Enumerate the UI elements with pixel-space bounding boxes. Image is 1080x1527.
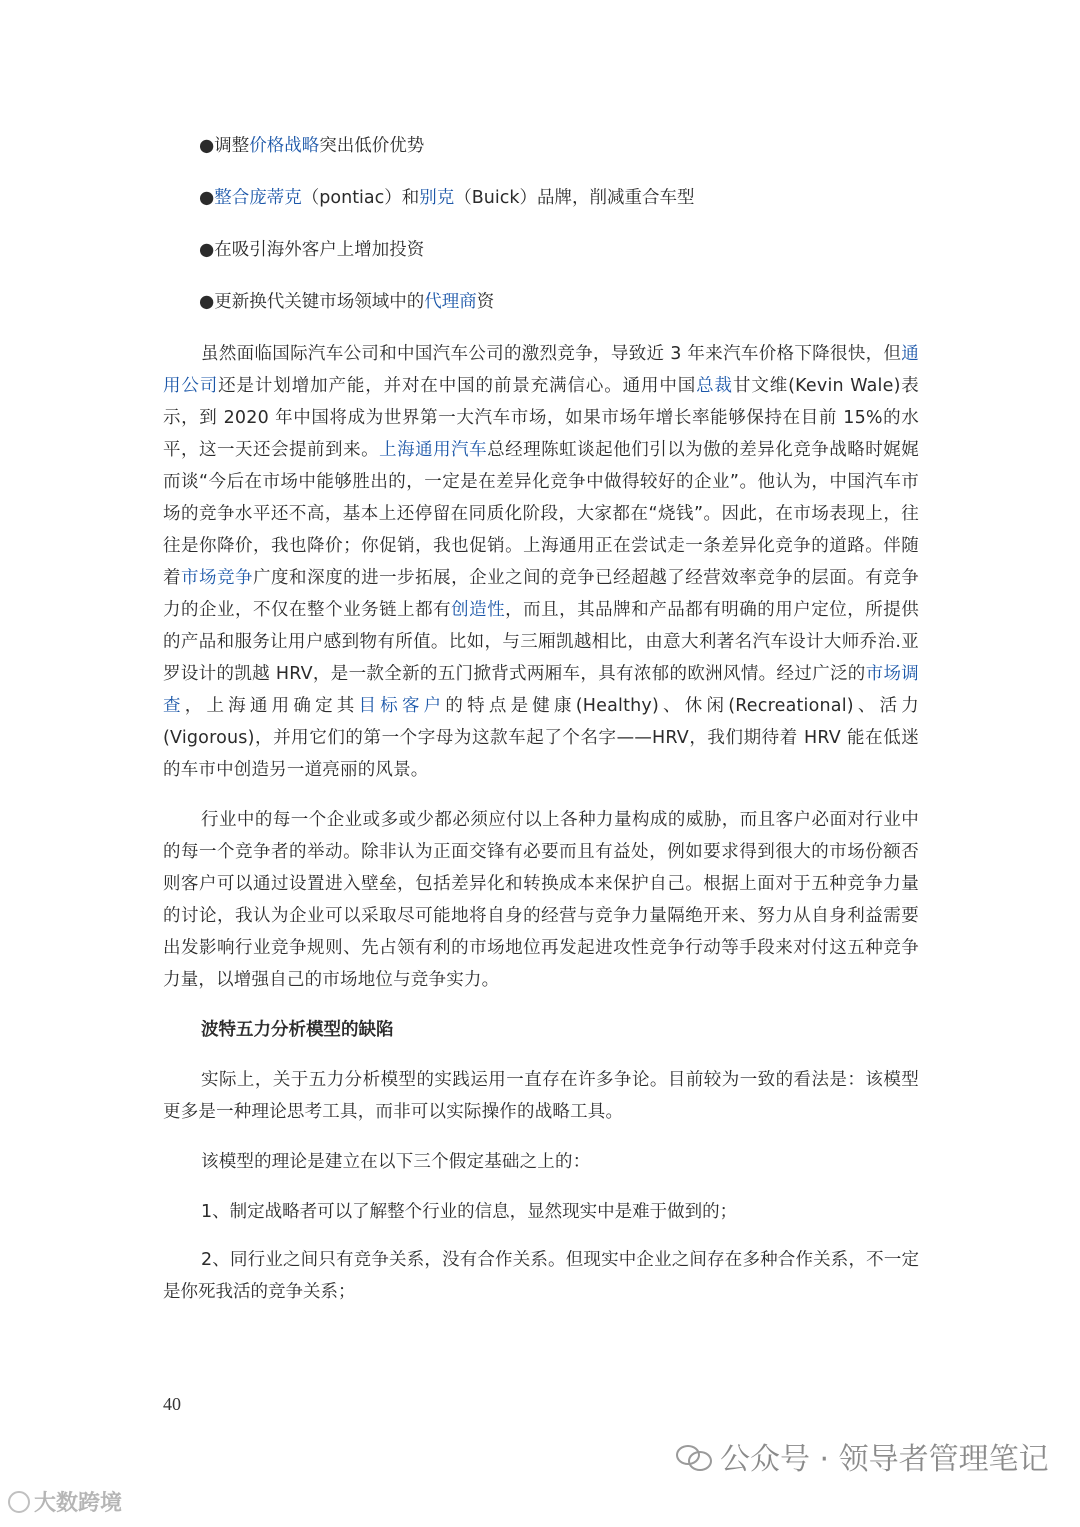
page-content — [163, 130, 919, 1324]
link-term[interactable]: 代理商 — [424, 292, 477, 312]
paragraph-gm-strategy — [163, 338, 919, 786]
text-segment: 广度和深度的进一步拓展，企业之间的竞争已经超越了经营效率竞争的层面。有竞争力的企业，不仅在整个业务链上都有 — [163, 568, 919, 620]
bullet-item — [199, 234, 919, 266]
link-term[interactable]: 目标客户 — [358, 696, 446, 716]
link-term[interactable]: 通用公司 — [163, 344, 919, 396]
link-term[interactable]: 创造性 — [451, 600, 506, 620]
text-segment: （pontiac）和 — [301, 188, 420, 208]
assumption-item-2: 2、同行业之间只有竞争关系，没有合作关系。但现实中企业之间存在多种合作关系，不一定是你死我活的竞争关系； — [163, 1250, 919, 1302]
watermark-wechat — [676, 1434, 1049, 1478]
bullet-list — [163, 130, 919, 318]
text-segment: 还是计划增加产能，并对在中国的前景充满信心。通用中国 — [218, 376, 697, 396]
link-term[interactable]: 价格战略 — [249, 136, 320, 156]
link-term[interactable]: 上海通用汽车 — [379, 440, 488, 460]
watermark-brand — [8, 1486, 122, 1517]
text-segment: 资 — [476, 292, 495, 312]
link-term[interactable]: 别克 — [419, 188, 455, 208]
link-term[interactable]: 总裁 — [696, 376, 733, 396]
text-segment: （Buick）品牌，削减重合车型 — [454, 188, 695, 208]
text-segment: ，而且，其品牌和产品都有明确的用户定位，所提供的产品和服务让用户感到物有所值。比如，与三厢凯越相比，由意大利著名汽车设计大师乔治.亚罗设计的凯越 HRV，是一款全新的五门掀背式两厢车，具有浓郁的欧洲风情。经过广泛的 — [163, 600, 919, 684]
bullet-item — [199, 286, 919, 318]
text-segment: 总经理陈虹谈起他们引以为傲的差异化竞争战略时娓娓而谈“今后在市场中能够胜出的，一定是在差异化竞争中做得较好的企业”。他认为，中国汽车市场的竞争水平还不高，基本上还停留在同质化阶段，大家都在“烧钱”。因此，在市场表现上，往往是你降价，我也降价；你促销，我也促销。上海通用正在尝试走一条差异化竞争的道路。伴随着 — [163, 440, 919, 588]
link-term[interactable]: 整合庞蒂克 — [214, 188, 302, 208]
watermark-brand-text: 大数跨境 — [34, 1491, 123, 1516]
text-segment: 甘文维(Kevin Wale)表示，到 2020 年中国将成为世界第一大汽车市场，如果市场年增长率能够保持在目前 15%的水平，这一天还会提前到来。 — [163, 376, 919, 460]
paragraph-model-debate: 实际上，关于五力分析模型的实践运用一直存在许多争论。目前较为一致的看法是：该模型更多是一种理论思考工具，而非可以实际操作的战略工具。 — [163, 1070, 919, 1122]
text-segment: ●调整 — [199, 136, 250, 156]
bullet-item — [199, 130, 919, 162]
bullet-item — [199, 182, 919, 214]
text-segment: 虽然面临国际汽车公司和中国汽车公司的激烈竞争，导致近 3 年来汽车价格下降很快，但 — [201, 344, 902, 364]
section-heading: 波特五力分析模型的缺陷 — [201, 1020, 394, 1040]
text-segment: ●更新换代关键市场领域中的 — [199, 292, 425, 312]
paragraph-competitive-forces: 行业中的每一个企业或多或少都必须应付以上各种力量构成的威胁，而且客户必面对行业中的每一个竞争者的举动。除非认为正面交锋有必要而且有益处，例如要求得到很大的市场份额否则客户可以通过设置进入壁垒，包括差异化和转换成本来保护自己。根据上面对于五种竞争力量的讨论，我认为企业可以采取尽可能地将自身的经营与竞争力量隔绝开来、努力从自身利益需要出发影响行业竞争规则、先占领有利的市场地位再发起进攻性竞争行动等手段来对付这五种竞争力量，以增强自己的市场地位与竞争实力。 — [163, 810, 919, 990]
brand-logo-icon — [8, 1491, 30, 1513]
text-segment: ，上海通用确定其 — [184, 696, 359, 716]
watermark-text: 公众号 · 领导者管理笔记 — [720, 1442, 1049, 1477]
text-segment: ●在吸引海外客户上增加投资 — [199, 240, 425, 260]
page-number: 40 — [163, 1394, 181, 1414]
text-segment: ● — [199, 188, 215, 208]
link-term[interactable]: 市场调查 — [163, 664, 919, 716]
text-segment: 的特点是健康(Healthy)、休闲(Recreational)、活力(Vigorous)，并用它们的第一个字母为这款车起了个名字——HRV，我们期待着 HRV 能在低迷的车市中创造另一道亮丽的风景。 — [163, 696, 919, 780]
link-term[interactable]: 市场竞争 — [181, 568, 254, 588]
text-segment: 突出低价优势 — [319, 136, 425, 156]
paragraph-assumptions-intro: 该模型的理论是建立在以下三个假定基础之上的： — [201, 1152, 591, 1172]
assumption-item-1: 1、制定战略者可以了解整个行业的信息，显然现实中是难于做到的； — [201, 1202, 738, 1222]
wechat-icon — [676, 1443, 712, 1469]
